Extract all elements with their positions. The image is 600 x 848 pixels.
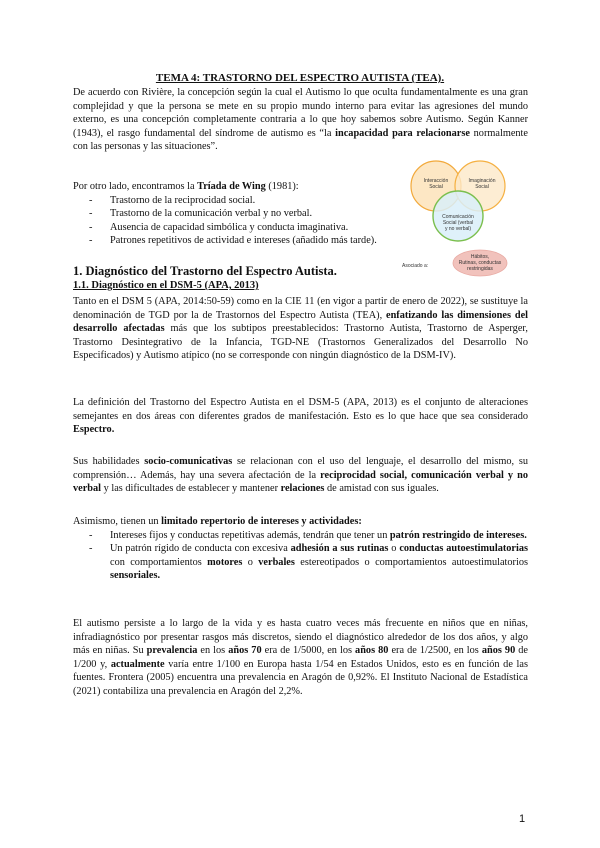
triad-item: - Patrones repetitivos de actividad e intereses (añadido más tarde). (73, 234, 398, 248)
prevalence-paragraph (73, 617, 528, 699)
prev-text-5: de 1/200 y, (73, 645, 528, 670)
dsm5-bold-1: enfatizando las dimensiones del desarrollo afectadas (73, 309, 528, 335)
dsm5-text-1: Tanto en el DSM 5 (APA, 2014:50-59) como en la CIE 11 (en vigor a partir de enero de 2022), se sustituye la denominación de TGD por la de Trastornos del Espectro Autista (TEA), (73, 296, 528, 321)
triad-item: - Trastorno de la comunicación verbal y no verbal. (73, 207, 398, 221)
prev-bold-3: años 80 (355, 645, 389, 657)
document-title: TEMA 4: TRASTORNO DEL ESPECTRO AUTISTA (TEA). (155, 72, 445, 84)
prev-text-1: El autismo persiste a lo largo de la vida y es hasta cuatro veces más frecuente en niños que en niñas, infradiagnóstico por presentar rasgos más discretos, siendo el diagnóstico alrededor de los dos años, y algo más en niñas. Su (73, 618, 528, 657)
prev-bold-5: actualmente (110, 658, 165, 670)
skills-text-1: Sus habilidades (73, 456, 145, 467)
triad-intro-text: Por otro lado, encontramos la (73, 181, 198, 192)
triad-item: - Trastorno de la reciprocidad social. (73, 194, 398, 208)
venn-label-3b: Social (verbal (442, 220, 474, 226)
li2-text-5: estereotipados o comportamientos autoestimulatorios (294, 556, 528, 568)
li2-bold-4: verbales (258, 556, 295, 568)
interests-section (73, 515, 528, 583)
skills-text-3: y las dificultades de establecer y mantener (101, 483, 281, 495)
prev-text-3: era de 1/5000, en los (261, 645, 356, 657)
dsm5-text-2: más que los subtipos preestablecidos: Trastorno Autista, Trastorno de Asperger, Trastorno Desintegrativo de la Infancia, TGD-NE (Trastornos Generalizados del Desarrollo No Especificados) y Autismo atípico (no se corresponde con ningún diagnóstico de la DSM-IV). (73, 323, 528, 362)
definition-paragraph (73, 396, 528, 437)
venn-ellipse-label-c: restringidas (467, 266, 493, 272)
prev-text-6: varía entre 1/100 en Europa hasta 1/54 en Estados Unidos, esto es en función de las fuentes. Frontera (2005) encuentra una prevalencia en Aragón de 0,92%. El Instituto Nacional de Estadística (2021) contabiliza una prevalencia en Aragón del 2,2%. (73, 658, 528, 697)
prev-text-4: era de 1/2500, en los (388, 645, 482, 657)
venn-label-1b: Social (429, 184, 443, 190)
venn-label-3a: Comunicación (442, 214, 474, 220)
subsection-heading-text: 1.1. Diagnóstico en el DSM-5 (APA, 2013) (73, 280, 259, 291)
skills-paragraph (73, 455, 528, 496)
triad-intro-bold: Tríada de Wing (197, 181, 266, 192)
prev-bold-1: prevalencia (146, 645, 198, 657)
list-item (73, 529, 528, 543)
skills-bold-2: reciprocidad social, comunicación verbal y no verbal (73, 469, 528, 495)
prev-bold-4: años 90 (481, 645, 516, 657)
wing-triad-diagram (398, 160, 528, 280)
triad-section (73, 180, 398, 248)
venn-associated-label: Asociado a: (402, 263, 429, 269)
interests-intro-text: Asimismo, tienen un (73, 516, 162, 527)
interests-intro-bold: limitado repertorio de intereses y actividades: (161, 516, 362, 527)
definition-text: La definición del Trastorno del Espectro Autista en el DSM-5 (APA, 2013) es el conjunto de alteraciones semejantes en dos áreas con diferentes grados de manifestación. Esto es lo que hace que sea considerado (73, 397, 528, 422)
venn-label-2b: Social (475, 184, 489, 190)
page-number: 1 (519, 813, 526, 825)
li2-bold-1: adhesión a sus rutinas (290, 543, 389, 555)
intro-text-1: De acuerdo con Rivière, la concepción según la cual el Autismo lo que oculta fundamentalmente es una gran complejidad y que la persona se mete en su propio mundo interno para evitar las agresiones del mundo externo, es una concepción completamente contraria a lo que hoy sabemos sobre Autismo. Según Kanner (1943), el rasgo fundamental del síndrome de autismo es “la (73, 87, 528, 139)
skills-text-4: de amistad con sus iguales. (324, 483, 439, 495)
li1-bold: patrón restringido de intereses. (389, 529, 527, 541)
triad-intro (73, 180, 398, 194)
interests-list (73, 529, 528, 583)
li1-text: Intereses fijos y conductas repetitivas además, tendrán que tener un (110, 529, 390, 541)
intro-text-2: normalmente con las personas y las situaciones”. (73, 127, 528, 153)
skills-bold-1: socio-comunicativas (144, 456, 233, 467)
definition-bold: Espectro. (73, 424, 115, 436)
li2-text-2: o (388, 543, 400, 555)
triad-item: - Ausencia de capacidad simbólica y conducta imaginativa. (73, 221, 398, 235)
venn-ellipse-label-b: Rutinas, conductas (458, 260, 502, 266)
li2-text-3: con comportamientos (110, 556, 208, 568)
prev-text-2: en los (197, 645, 229, 657)
li2-text-4: o (242, 556, 259, 568)
intro-paragraph (73, 86, 528, 154)
triad-intro-year: (1981): (265, 181, 299, 192)
skills-text-2: se relacionan con el uso del lenguaje, el desarrollo del mismo, su comprensión… Además, hay una severa afectación de la (73, 456, 528, 481)
venn-ellipse-label-a: Hábitos, (470, 254, 490, 260)
triad-list (73, 194, 398, 248)
section-1 (73, 264, 528, 293)
subsection-heading (73, 279, 528, 293)
intro-bold-1: incapacidad para relacionarse (335, 127, 470, 139)
venn-label-2a: Imaginación (468, 178, 496, 184)
dsm5-paragraph (73, 295, 528, 363)
li2-text-1: Un patrón rígido de conducta con excesiva (110, 543, 291, 555)
list-item (73, 542, 528, 583)
li2-bold-3: motores (207, 556, 243, 568)
venn-label-1a: Interacción (423, 178, 449, 184)
li2-bold-5: sensoriales. (110, 570, 161, 582)
venn-label-3c: y no verbal) (444, 226, 472, 232)
li2-bold-2: conductas autoestimulatorias (399, 543, 529, 555)
skills-bold-3: relaciones (280, 483, 325, 495)
section-heading: 1. Diagnóstico del Trastorno del Espectro Autista. (73, 264, 337, 278)
prev-bold-2: años 70 (228, 645, 262, 657)
